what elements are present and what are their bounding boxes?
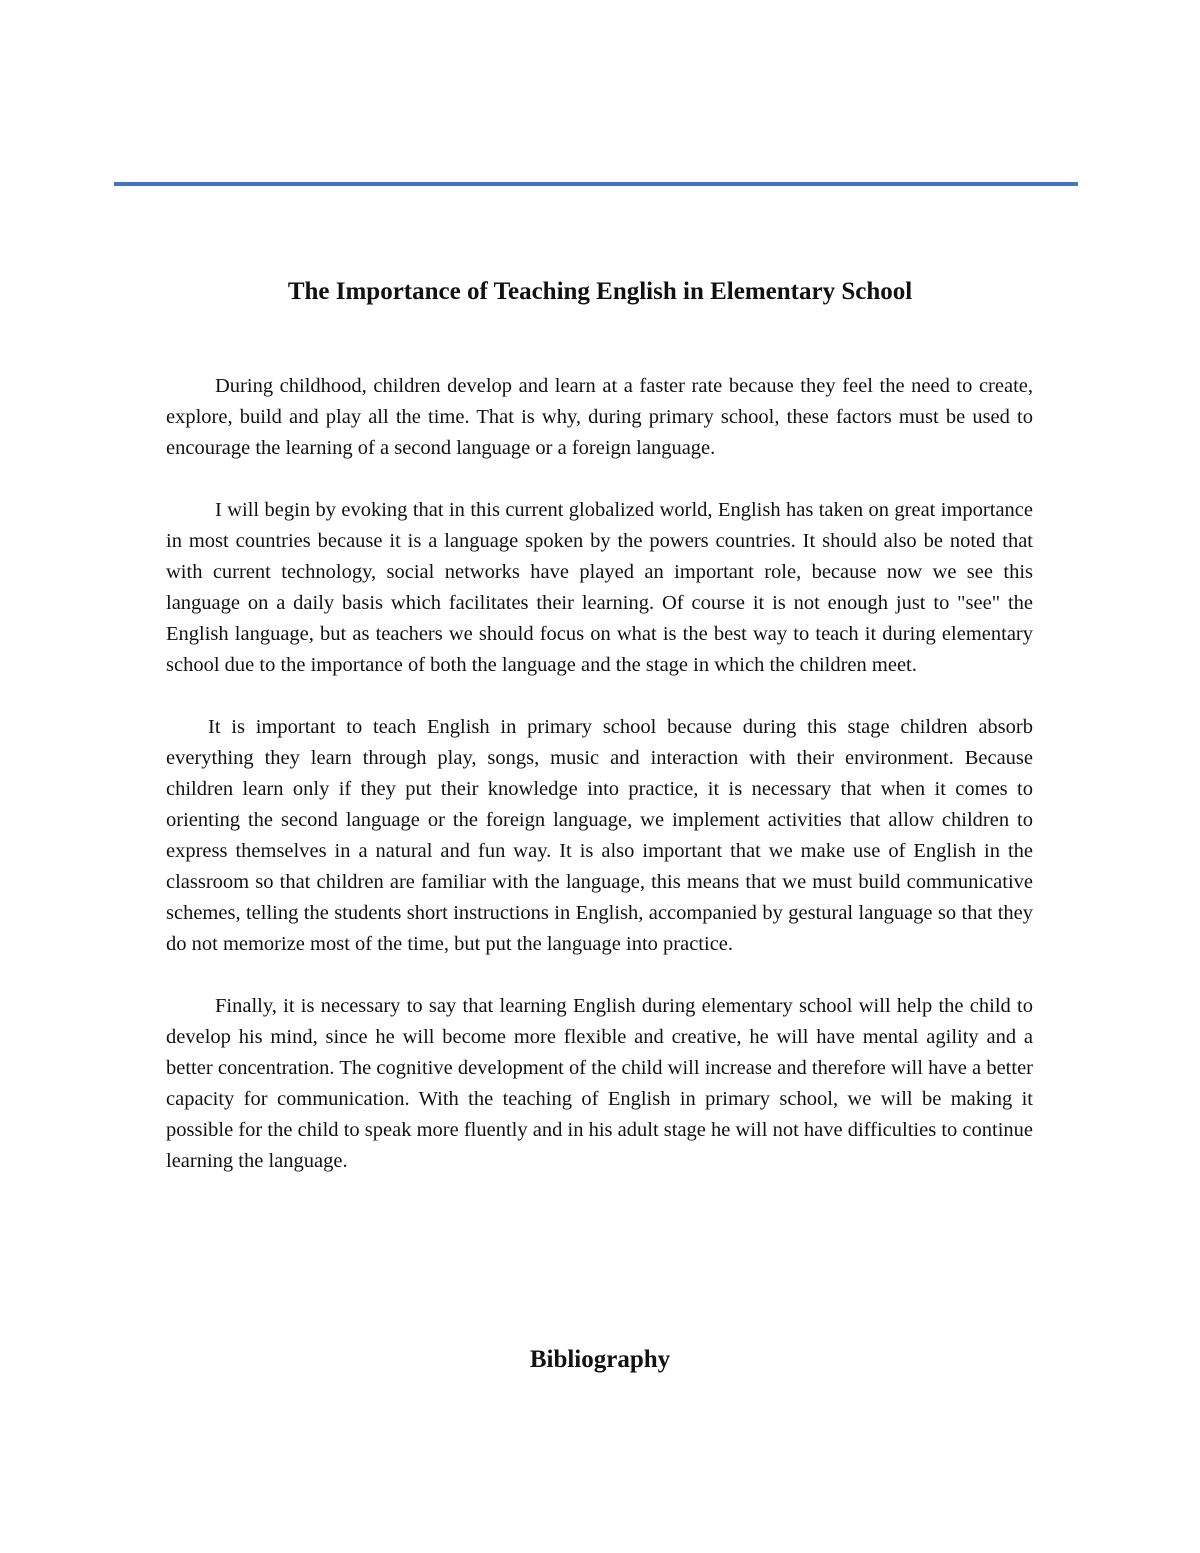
document-title: The Importance of Teaching English in Elementary School bbox=[287, 278, 913, 305]
paragraph-2: I will begin by evoking that in this current globalized world, English has taken on great importance in most countries because it is a language spoken by the powers countries. It should also be noted that with current technology, social networks have played an important role, because now we see this language on a daily basis which facilitates their learning. Of course it is not enough just to "see" the English language, but as teachers we should focus on what is the best way to teach it during elementary school due to the importance of both the language and the stage in which the children meet. bbox=[166, 499, 1033, 676]
paragraph-4: Finally, it is necessary to say that learning English during elementary school will help the child to develop his mind, since he will become more flexible and creative, he will have mental agility and a better concentration. The cognitive development of the child will increase and therefore will have a better capacity for communication. With the teaching of English in primary school, we will be making it possible for the child to speak more fluently and in his adult stage he will not have difficulties to continue learning the language. bbox=[166, 995, 1033, 1172]
document-body bbox=[166, 371, 1033, 1208]
paragraph-3: It is important to teach English in primary school because during this stage children absorb everything they learn through play, songs, music and interaction with their environment. Because children learn only if they put their knowledge into practice, it is necessary that when it comes to orienting the second language or the foreign language, we implement activities that allow children to express themselves in a natural and fun way. It is also important that we make use of English in the classroom so that children are familiar with the language, this means that we must build communicative schemes, telling the students short instructions in English, accompanied by gestural language so that they do not memorize most of the time, but put the language into practice. bbox=[166, 716, 1033, 955]
bibliography-heading: Bibliography bbox=[529, 1346, 671, 1373]
header-rule bbox=[114, 182, 1078, 186]
paragraph-1: During childhood, children develop and learn at a faster rate because they feel the need to create, explore, build and play all the time. That is why, during primary school, these factors must be used to encourage the learning of a second language or a foreign language. bbox=[166, 375, 1033, 459]
